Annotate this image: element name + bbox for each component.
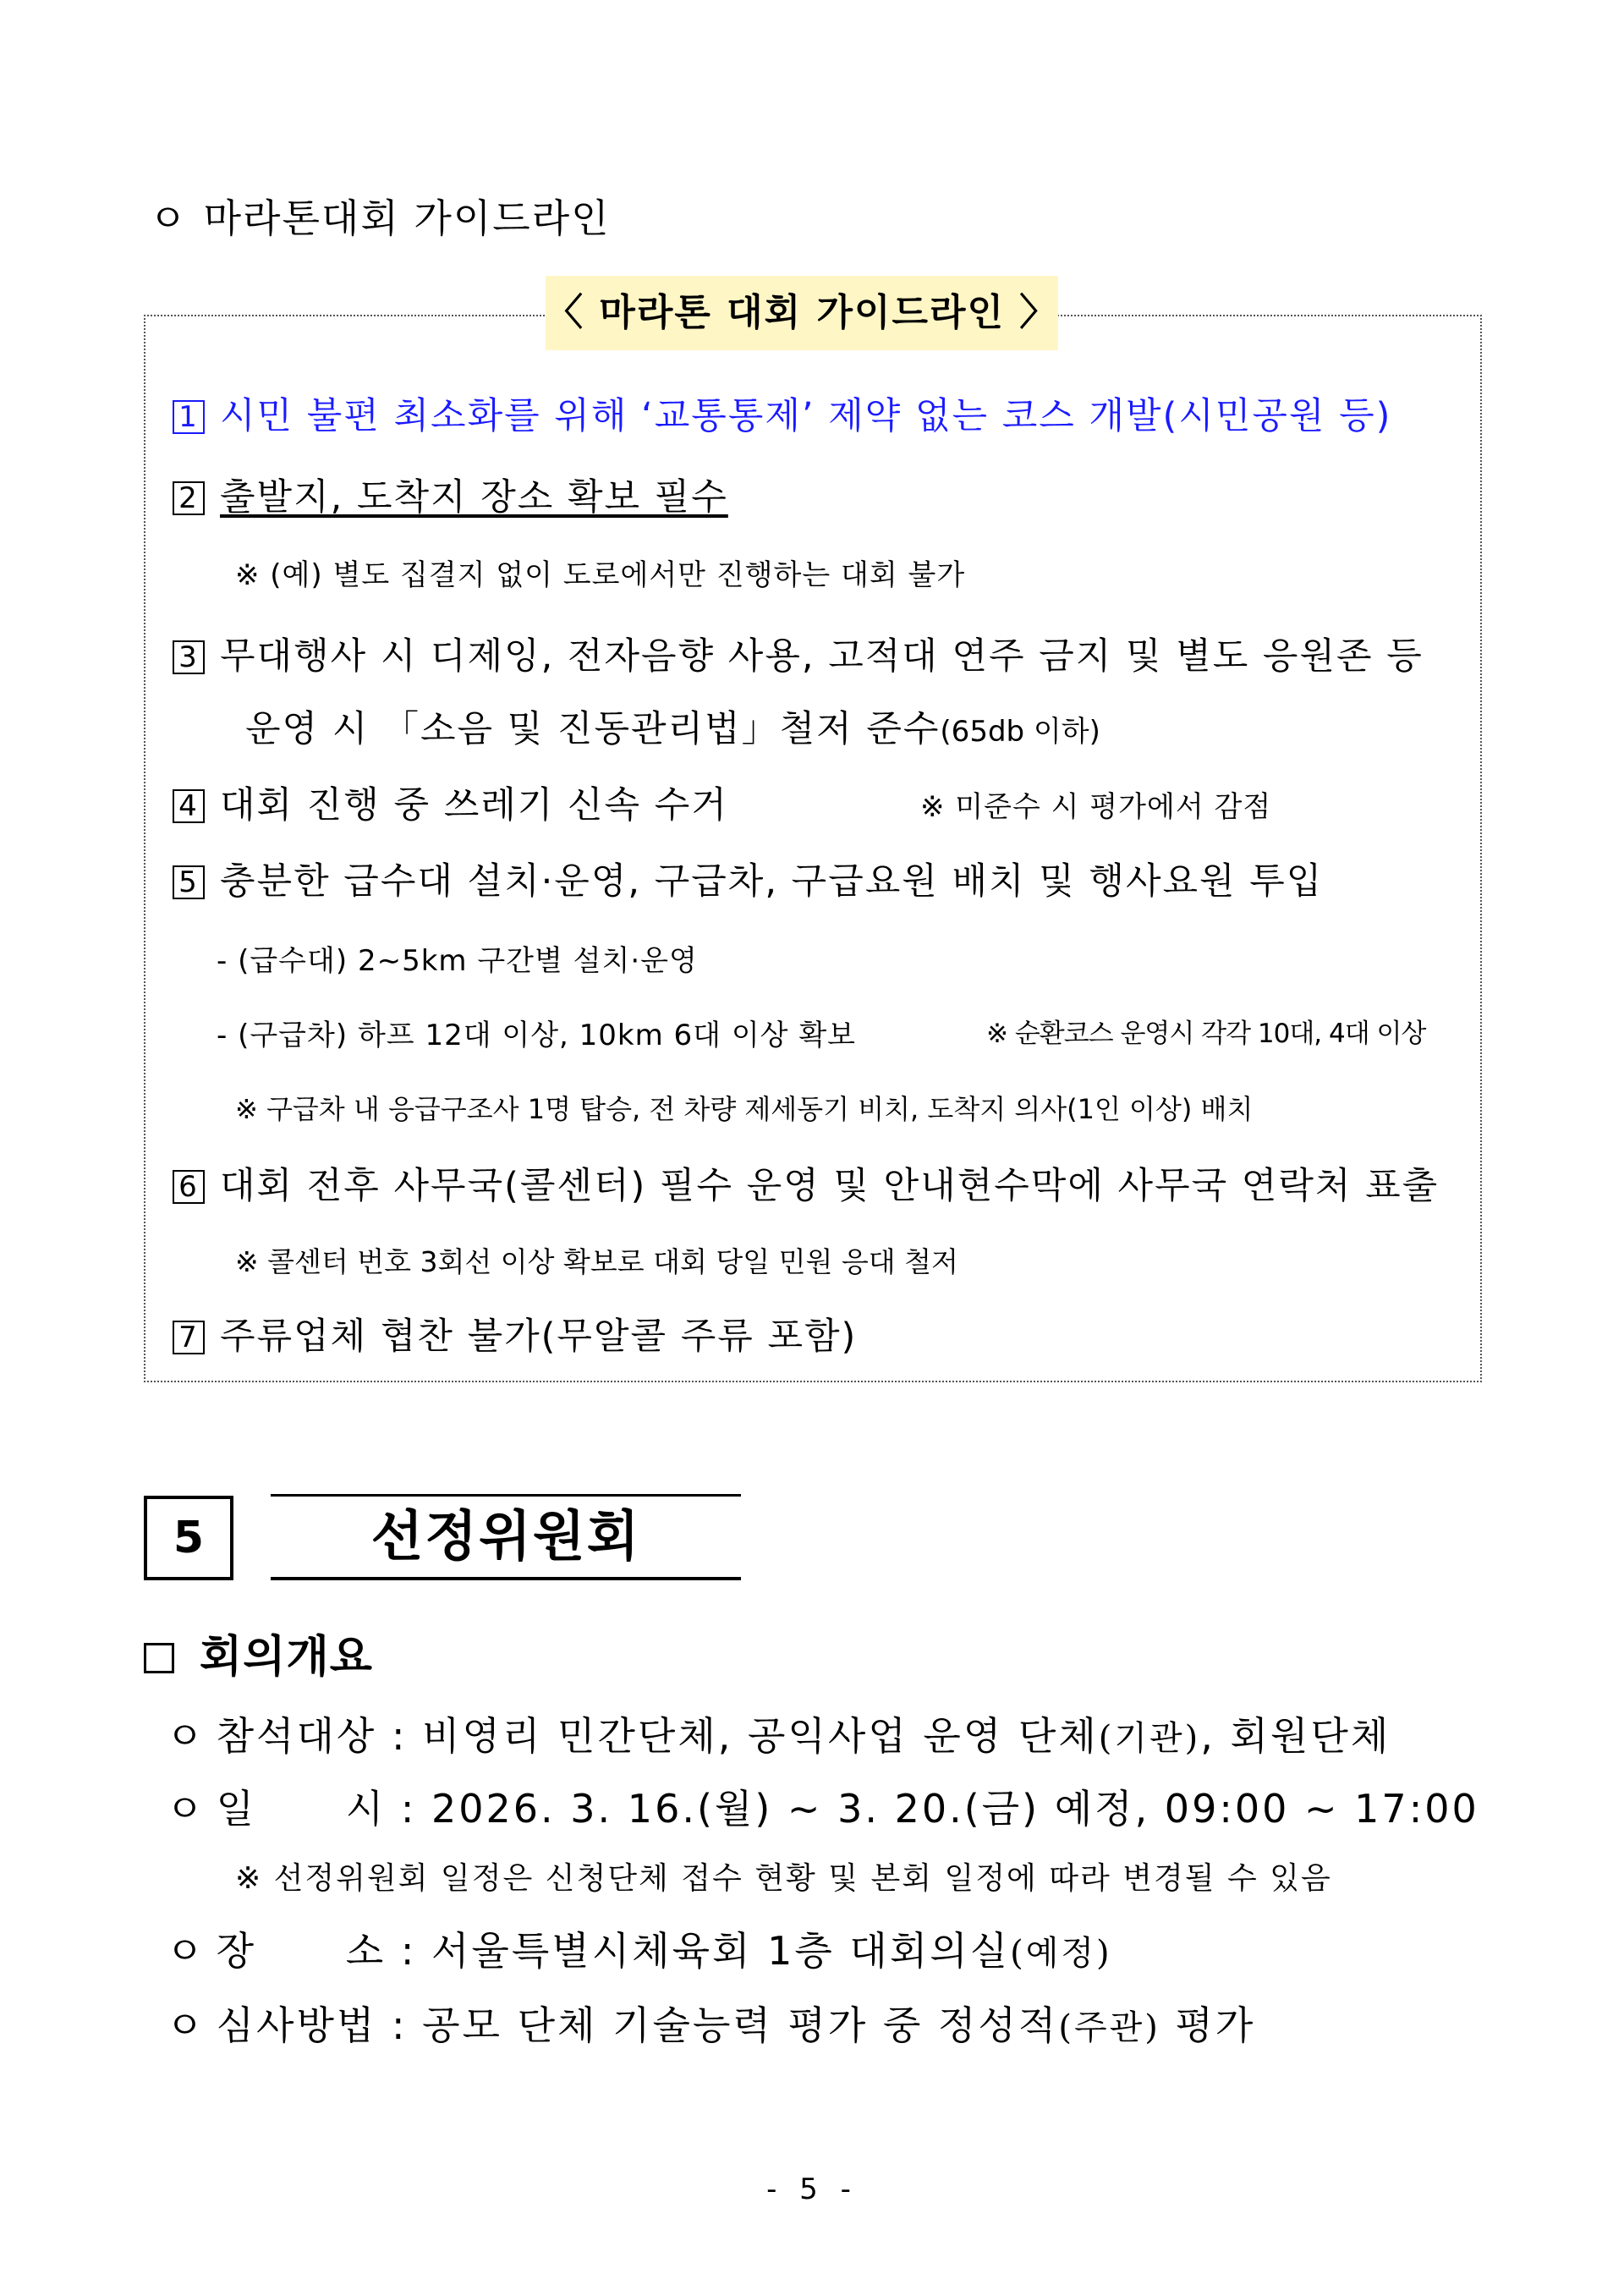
item-2-note: ※ (예) 별도 집결지 없이 도로에서만 진행하는 대회 불가	[235, 558, 966, 592]
item-4-note: ※ 미준수 시 평가에서 감점	[920, 790, 1272, 824]
guideline-item-6	[173, 1157, 1439, 1209]
line-paren: (주관)	[1058, 2008, 1160, 2047]
bullet-circle: ㅇ	[166, 1928, 206, 1974]
item-5-note: ※ 구급차 내 응급구조사 1명 탑승, 전 차량 제세동기 비치, 도착지 의사(1인 이상) 배치	[235, 1093, 1254, 1125]
line-paren: (기관)	[1098, 1719, 1201, 1758]
overview-line-date	[166, 1778, 1479, 1834]
line-colon: :	[392, 2002, 408, 2048]
bullet-circle: ㅇ	[166, 1713, 206, 1759]
item-text: 시민 불편 최소화를 위해 ‘교통통제’ 제약 없는 코스 개발(시민공원 등)	[220, 395, 1392, 437]
line-label: 심사방법	[216, 2002, 377, 2048]
item-number-box: 3	[173, 640, 205, 674]
line-label: 장 소	[216, 1928, 387, 1974]
overview-line-attendees	[166, 1706, 1391, 1761]
line-value-after: 평가	[1160, 2002, 1256, 2048]
guideline-item-4	[173, 777, 728, 828]
guideline-item-5	[173, 853, 1323, 904]
item-number-box: 7	[173, 1321, 205, 1354]
item-text: 대회 진행 중 쓰레기 신속 수거	[220, 784, 728, 827]
square-bullet-icon	[144, 1643, 174, 1673]
item-number-box: 2	[173, 481, 205, 515]
item-text: 출발지, 도착지 장소 확보 필수	[220, 476, 728, 519]
line-colon: :	[392, 1713, 408, 1759]
line-colon: :	[400, 1928, 417, 1974]
line-label: 참석대상	[216, 1713, 377, 1759]
bullet-circle: ㅇ	[166, 2002, 206, 2048]
guideline-item-2	[173, 469, 728, 520]
item-text: 대회 전후 사무국(콜센터) 필수 운영 및 안내현수막에 사무국 연락처 표출	[220, 1165, 1440, 1207]
item-text: 주류업체 협찬 불가(무알콜 주류 포함)	[220, 1316, 858, 1358]
item-text-small: (65db 이하)	[940, 715, 1100, 749]
section-number-box: 5	[144, 1496, 233, 1580]
item-text: 충분한 급수대 설치·운영, 구급차, 구급요원 배치 및 행사요원 투입	[220, 860, 1324, 903]
line-label: 일 시	[216, 1786, 387, 1832]
item-text-line2: 운영 시 「소음 및 진동관리법」철저 준수	[245, 708, 941, 750]
line-value: 공모 단체 기술능력 평가 중 정성적	[422, 2002, 1059, 2048]
overview-heading-text: 회의개요	[200, 1632, 373, 1683]
section-heading-text: 마라톤대회 가이드라인	[203, 195, 611, 241]
line-value: 서울특별시체육회 1층 대회의실	[431, 1928, 1011, 1974]
guideline-item-1	[173, 387, 1391, 439]
overview-line-method	[166, 1995, 1255, 2051]
item-5-sub-2: - (구급차) 하프 12대 이상, 10km 6대 이상 확보	[217, 1019, 857, 1052]
section-heading	[149, 188, 611, 244]
overview-note: ※ 선정위원회 일정은 신청단체 접수 현황 및 본회 일정에 따라 변경될 수 있음	[235, 1861, 1332, 1896]
bullet-circle: ㅇ	[149, 195, 189, 241]
item-number-box: 4	[173, 789, 205, 823]
item-6-note: ※ 콜센터 번호 3회선 이상 확보로 대회 당일 민원 응대 철저	[235, 1245, 958, 1278]
line-paren: (예정)	[1010, 1934, 1112, 1973]
guideline-item-3-continued	[245, 700, 1100, 752]
guideline-item-3	[173, 628, 1424, 679]
guideline-title: 〈 마라톤 대회 가이드라인 〉	[546, 276, 1058, 350]
item-number-box: 1	[173, 400, 205, 434]
item-number-box: 6	[173, 1170, 205, 1204]
guideline-item-7	[173, 1308, 857, 1359]
item-5-sub-1: - (급수대) 2∼5km 구간별 설치·운영	[217, 944, 698, 978]
item-text: 무대행사 시 디제잉, 전자음향 사용, 고적대 연주 금지 및 별도 응원존 등	[220, 635, 1424, 678]
line-value: 2026. 3. 16.(월) ∼ 3. 20.(금) 예정, 09:00 ∼ 17:00	[431, 1786, 1479, 1832]
overview-line-place	[166, 1920, 1112, 1976]
item-number-box: 5	[173, 865, 205, 899]
bullet-circle: ㅇ	[166, 1786, 206, 1832]
line-value-after: , 회원단체	[1200, 1713, 1391, 1759]
line-value: 비영리 민간단체, 공익사업 운영 단체	[422, 1713, 1099, 1759]
page-number: - 5 -	[766, 2172, 858, 2206]
section-title: 선정위원회	[271, 1494, 741, 1580]
item-5-sub-note: ※ 순환코스 운영시 각각 10대, 4대 이상	[986, 1019, 1426, 1049]
line-colon: :	[400, 1786, 417, 1832]
overview-heading	[144, 1621, 373, 1684]
